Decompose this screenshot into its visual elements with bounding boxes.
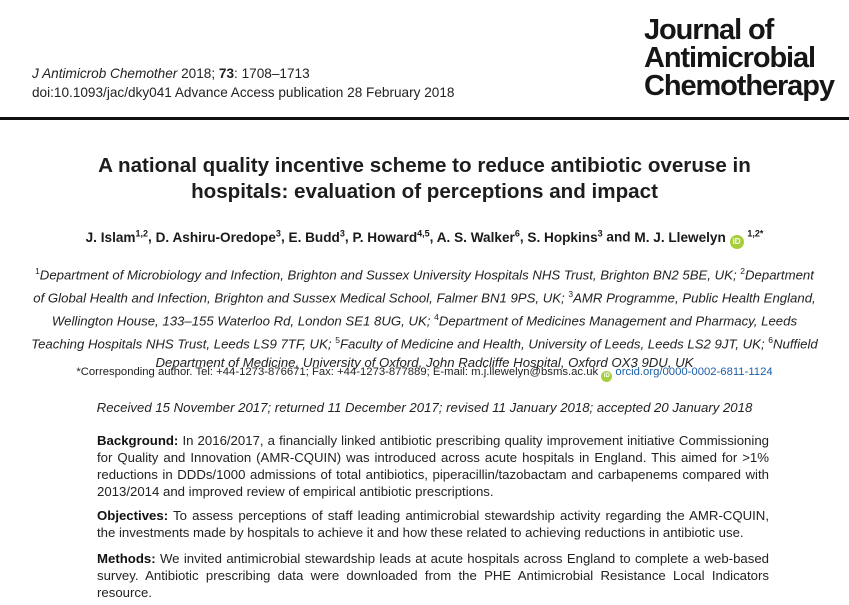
affiliations: $^1$Department of Microbiology and Infection, Brighton and Sussex University Hospitals NHS Trust, Brighton BN2 5BE, UK; $^2$Department of Global Health and Infection, Brighton and Sussex Medical School, Falmer BN1 9PS, UK; $^3$AMR Programme, Public Health England, Wellington House, 133–155 Waterloo Rd, London SE1 8UG, UK; $^4$Department of Medicines Management and Pharmacy, Leeds Teaching Hospitals NHS Trust, Leeds LS9 7TF, UK; $^5$Faculty of Medicine and Health, University of Leeds, Leeds LS2 9JT, UK; $^6$Nuffield Department of Medicine, University of Oxford, John Radcliffe Hospital, Oxford OX3 9DU, UK [31, 266, 818, 370]
citation-year: 2018; [181, 66, 216, 81]
abstract-objectives [97, 507, 769, 541]
abstract-background [97, 432, 769, 500]
title-line-2: hospitals: evaluation of perceptions and impact [191, 180, 658, 203]
citation-block [32, 64, 454, 102]
objectives-text: To assess perceptions of staff leading antimicrobial stewardship activity regarding the AMR-CQUIN, the investments made by hospitals to achieve it and how these related to achieving reductions in antibiotic use. [97, 508, 769, 540]
journal-abbrev: J Antimicrob Chemother [32, 66, 178, 81]
author[interactable]: A. S. Walker$^6$ [436, 228, 520, 245]
author[interactable]: M. J. Llewelyn iD $^{1,2*}$ [634, 230, 763, 245]
citation-volume: 73 [218, 66, 235, 81]
title-line-1: A national quality incentive scheme to reduce antibiotic overuse in [98, 154, 751, 177]
citation-line [32, 64, 454, 83]
author[interactable]: D. Ashiru-Oredope$^3$ [155, 228, 281, 245]
methods-text: We invited antimicrobial stewardship leads at acute hospitals across England to complete a web-based survey. Antibiotic prescribing data were downloaded from the PHE Antimicrobial Resistance Local Indicators resource. [97, 551, 769, 600]
orcid-link[interactable]: orcid.org/0000-0002-6811-1124 [615, 366, 773, 378]
logo-line-3: Chemotherapy [644, 70, 834, 102]
received-dates: Received 15 November 2017; returned 11 December 2017; revised 11 January 2018; accepted 20 January 2018 [96, 400, 753, 415]
header-rule [0, 117, 849, 120]
orcid-icon[interactable]: iD [730, 235, 744, 249]
doi-line[interactable]: doi:10.1093/jac/dky041 Advance Access publication 28 February 2018 [32, 85, 455, 100]
author[interactable]: J. Islam$^{1,2}$ [85, 228, 149, 245]
corresponding-text: *Corresponding author. Tel: +44-1273-876671; Fax: +44-1273-877889; E-mail: m.j.llewelyn@bsms.ac.uk [76, 366, 599, 378]
article-title [20, 153, 829, 205]
methods-label: Methods: [97, 551, 156, 566]
author[interactable]: S. Hopkins$^3$ [527, 228, 603, 245]
abstract-methods [97, 550, 769, 601]
logo-line-1: Journal of [644, 14, 774, 46]
orcid-icon[interactable]: iD [601, 371, 612, 382]
objectives-label: Objectives: [97, 508, 169, 523]
author[interactable]: P. Howard$^{4,5}$ [352, 228, 430, 245]
citation-pages: : 1708–1713 [234, 66, 310, 81]
author-list: J. Islam$^{1,2}$, D. Ashiru-Oredope$^3$, E. Budd$^3$, P. Howard$^{4,5}$, A. S. Walker$^6$, S. Hopkins$^3$ and M. J. Llewelyn iD $^{1,2*}$ [10, 228, 839, 249]
journal-logo [644, 16, 834, 100]
background-label: Background: [97, 433, 179, 448]
logo-line-2: Antimicrobial [644, 42, 815, 74]
corresponding-author [10, 366, 839, 382]
author[interactable]: E. Budd$^3$ [288, 228, 345, 245]
background-text: In 2016/2017, a financially linked antibiotic prescribing quality improvement initiative Commissioning for Quality and Innovation (AMR-CQUIN) was introduced across acute hospitals in England. This aimed for >1% reductions in DDDs/1000 admissions of total antibiotics, piperacillin/tazobactam and carbapenems compared with 2013/2014 and improved review of empirical antibiotic prescriptions. [97, 433, 769, 499]
